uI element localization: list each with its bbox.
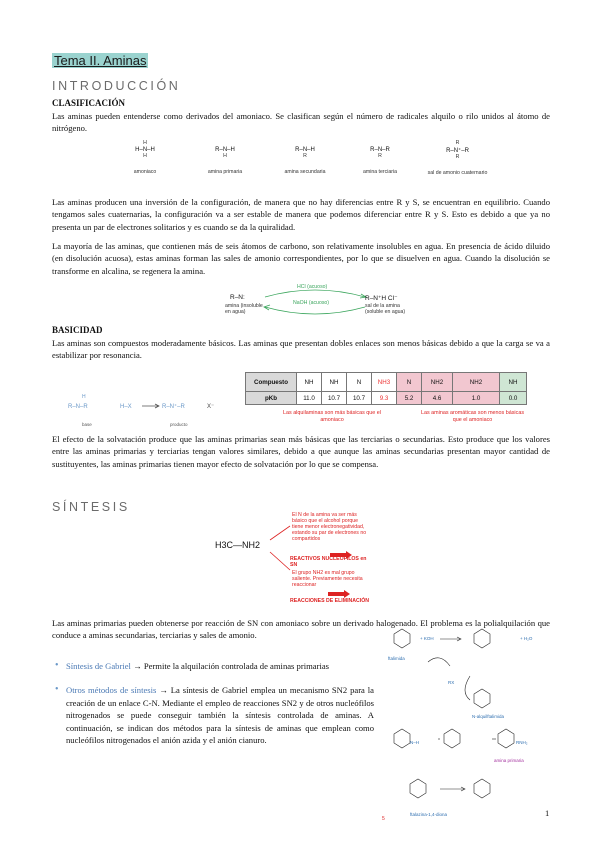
structure-cuaternaria: R R–N⁺–R R sal de amonio cuaternario bbox=[427, 140, 488, 176]
compound-cell: N bbox=[347, 373, 372, 392]
row-label-compuesto: Compuesto bbox=[246, 373, 297, 392]
svg-text:ftalimida: ftalimida bbox=[388, 656, 405, 661]
pkb-value: 10.7 bbox=[322, 392, 347, 405]
clasificacion-heading: CLASIFICACIÓN bbox=[52, 98, 126, 108]
svg-text:RNH₂: RNH₂ bbox=[516, 740, 528, 745]
svg-text:RX: RX bbox=[448, 680, 455, 685]
svg-text:H: H bbox=[82, 394, 86, 400]
gabriel-scheme bbox=[380, 622, 550, 822]
pkb-value: 10.7 bbox=[347, 392, 372, 405]
compound-cell: N bbox=[397, 373, 422, 392]
basicidad-text: Las aminas son compuestos moderadamente básicos. Las aminas que presentan dobles enlaces son menos básicas debido a que la carga se va a estabilizar por resonancia. bbox=[52, 338, 550, 361]
compound-cell: NH3 bbox=[372, 373, 397, 392]
compound-cell: NH2 bbox=[453, 373, 500, 392]
svg-text:N-alquilftalimida: N-alquilftalimida bbox=[472, 714, 505, 719]
svg-text:+ H₂O: + H₂O bbox=[520, 636, 533, 641]
paragraph-solubilidad: La mayoría de las aminas, que contienen más de seis átomos de carbono, son relativamente insolubles en agua. En presencia de ácido diluido (en disolución acuosa), estas aminas forman las sales de amonio correspondientes, por lo que se disuelven en agua. Cuando la disolución se transforme en alcalina, se regenera la amina. bbox=[52, 241, 550, 276]
equilibrium-diagram: R–N: amina (insoluble en agua) HCl (acuoso) NaOH (acuoso) R–N⁺H Cl⁻ sal de la amina (soluble en agua) bbox=[225, 283, 405, 323]
otros-metodos-link[interactable]: Otros métodos de síntesis bbox=[66, 685, 157, 696]
compound-cell: NH bbox=[297, 373, 322, 392]
page-title: Tema II. Aminas bbox=[54, 53, 147, 68]
structure-amoniaco: H H–N–H H amoniaco bbox=[133, 140, 157, 175]
acid-base-reaction bbox=[62, 386, 222, 434]
paragraph-sintesis: Las aminas primarias pueden obtenerse por reacción de SN con amoniaco sobre un derivado halogenado. El problema es la polialquilación que conduce a aminas secundarias, terciarias y sales de amonio. bbox=[52, 618, 550, 641]
pkb-value: 11.0 bbox=[297, 392, 322, 405]
svg-text:+ KOH: + KOH bbox=[420, 636, 434, 641]
intro-heading: INTRODUCCIÓN bbox=[52, 79, 181, 93]
compound-cell: NH bbox=[500, 373, 527, 392]
list-item-otros-metodos: • Otros métodos de síntesis → La síntesis de Gabriel emplea un mecanismo SN2 para la creación de un enlace C-N. Mediante el empleo de reacciones SN2 y de otros nucleófilos nitrogenados se puede conseguir también la síntesis controlada de aminas. A continuación, se indican dos métodos para la síntesis de aminas que emplean como nucleófilos nitrogenados el anión azida y el anión cianuro. bbox=[52, 684, 374, 746]
page-number: 1 bbox=[545, 808, 550, 818]
compound-row bbox=[246, 373, 527, 392]
compound-cell: NH bbox=[322, 373, 347, 392]
svg-text:ftalazina-1,4-diona: ftalazina-1,4-diona bbox=[410, 812, 448, 817]
pkb-table bbox=[245, 372, 527, 405]
row-label-pkb: pKb bbox=[246, 392, 297, 405]
svg-text:N–H: N–H bbox=[410, 740, 420, 745]
pk-note-left: Las alquilaminas son más básicas que el amoniaco bbox=[283, 410, 381, 423]
svg-text:base: base bbox=[82, 422, 92, 427]
pkb-value: 5.2 bbox=[397, 392, 422, 405]
structure-terciaria: R–N–R R amina terciaria bbox=[362, 147, 398, 175]
pkb-value: 0.0 bbox=[500, 392, 527, 405]
amine-structures bbox=[100, 140, 500, 184]
gabriel-link[interactable]: Síntesis de Gabriel bbox=[66, 661, 131, 671]
pkb-value: 1.0 bbox=[453, 392, 500, 405]
svg-text:amina primaria: amina primaria bbox=[494, 758, 524, 763]
synthesis-methods-list bbox=[52, 660, 374, 746]
svg-text:X⁻: X⁻ bbox=[207, 404, 215, 410]
basicidad-heading: BASICIDAD bbox=[52, 325, 103, 335]
paragraph-solvatacion: El efecto de la solvatación produce que las aminas primarias sean más básicas que las terciarias o secundarias. Esto produce que los valores entre las aminas primarias y terciarias tengan valores similares, debido a que aunque las aminas secundarias presentan mayor cantidad de sustituyentes, las aminas primarias tienen mayor efecto de solvatación por lo que se compensa. bbox=[52, 434, 550, 469]
compound-cell: NH2 bbox=[422, 373, 453, 392]
clasificacion-text: Las aminas pueden entenderse como derivados del amoniaco. Se clasifican según el número de radicales alquilo o rilo unidos al átomo de nitrógeno. bbox=[52, 111, 550, 134]
list-item-gabriel: • Síntesis de Gabriel → Permite la alquilación controlada de aminas primarias bbox=[52, 660, 374, 672]
paragraph-configuracion: Las aminas producen una inversión de la configuración, de manera que no hay diferencias entre R y S, se encuentran en equilibrio. Cuando tengamos sales cuaternarias, la configuración va a ser estable de manera que podemos diferenciar entre R y S. Esto es debido a que ya no presenta un par de electrones solitarios y es cuando se da la quiralidad. bbox=[52, 197, 550, 232]
structure-primaria: R–N–H H amina primaria bbox=[207, 147, 243, 175]
structure-secundaria: R–N–H R amina secundaria bbox=[284, 147, 326, 175]
pkb-value: 9.3 bbox=[372, 392, 397, 405]
synthesis-diagram: H3C—NH2 El N de la amina va ser más básico que el alcohol porque tiene menor electronegatividad, estando su par de electrones no compartidos REACTIVOS NUCLEÓFILOS en SN El grupo NH2 es mal grupo saliente. Previamente necesita reaccionar REACCIONES DE ELIMINACIÓN bbox=[210, 510, 370, 610]
pk-note-right: Las aminas aromáticas son menos básicas que el amoniaco bbox=[420, 410, 525, 423]
svg-text:R–N⁺–R: R–N⁺–R bbox=[162, 404, 185, 410]
pkb-row bbox=[246, 392, 527, 405]
sintesis-heading: SÍNTESIS bbox=[52, 500, 130, 514]
pkb-value: 4.6 bbox=[422, 392, 453, 405]
svg-text:R–N–R: R–N–R bbox=[68, 404, 88, 410]
svg-text:producto: producto bbox=[170, 422, 188, 427]
svg-text:H–X: H–X bbox=[120, 404, 132, 410]
svg-text:5: 5 bbox=[382, 816, 385, 822]
